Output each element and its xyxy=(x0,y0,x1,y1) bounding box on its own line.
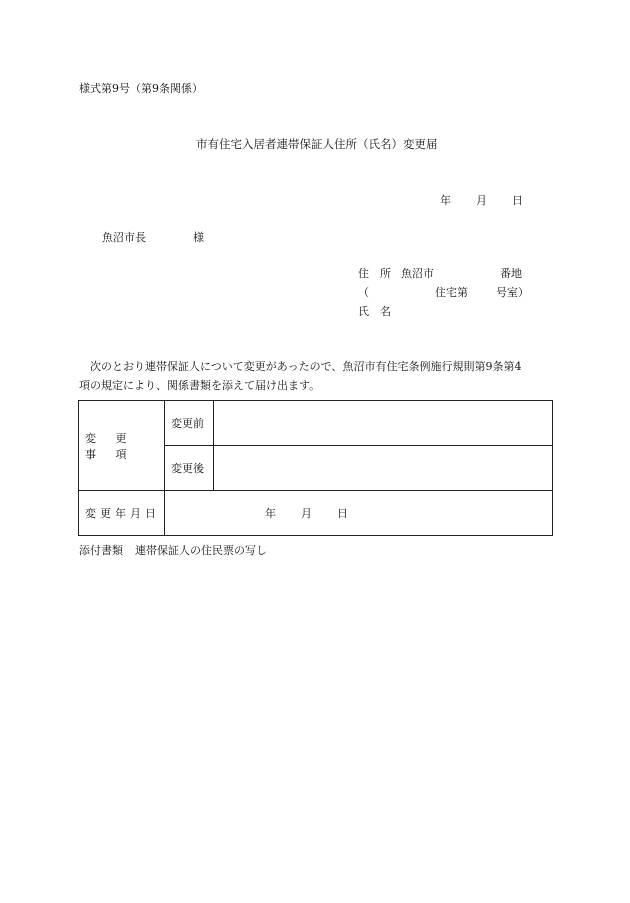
after-value-field[interactable] xyxy=(214,446,553,491)
attachment-text: 連帯保証人の住民票の写し xyxy=(135,544,267,557)
table-row-change-date xyxy=(79,491,553,536)
applicant-name-label: 氏 名 xyxy=(358,305,391,318)
before-label: 変更前 xyxy=(165,401,214,446)
address-banchi: 番地 xyxy=(500,267,522,280)
date-month-label: 月 xyxy=(476,194,487,207)
body-text-line1: 次のとおり連帯保証人について変更があったので、魚沼市有住宅条例施行規則第9条第4 xyxy=(79,360,522,373)
address-city: 魚沼市 xyxy=(401,267,434,280)
change-items-label: 変 更 事 項 xyxy=(79,401,165,491)
submission-date xyxy=(440,194,523,208)
change-date-year: 年 xyxy=(265,507,276,520)
change-date-field[interactable] xyxy=(165,491,553,536)
change-date-day: 日 xyxy=(337,507,348,520)
table-row-before xyxy=(79,401,553,446)
applicant-housing-line xyxy=(358,286,529,300)
change-date-label: 変更年月日 xyxy=(79,491,165,536)
addressee-honorific: 様 xyxy=(193,231,204,244)
applicant-address-line xyxy=(358,267,522,281)
housing-label: 住宅第 xyxy=(435,286,468,299)
paren-open: （ xyxy=(358,286,369,299)
date-day-label: 日 xyxy=(512,194,523,207)
body-text-line2: 項の規定により、関係書類を添えて届け出ます。 xyxy=(79,379,321,392)
address-label: 住 所 xyxy=(358,267,391,280)
change-table xyxy=(78,400,553,536)
after-label: 変更後 xyxy=(165,446,214,491)
form-number: 様式第9号（第9条関係） xyxy=(79,82,203,95)
addressee xyxy=(102,231,204,245)
change-date-value xyxy=(265,505,348,521)
room-label: 号室） xyxy=(496,286,529,299)
addressee-name: 魚沼市長 xyxy=(102,231,146,244)
date-year-label: 年 xyxy=(440,194,451,207)
before-value-field[interactable] xyxy=(214,401,553,446)
change-date-month: 月 xyxy=(301,507,312,520)
attachment-line xyxy=(79,544,267,558)
page-title: 市有住宅入居者連帯保証人住所（氏名）変更届 xyxy=(196,137,438,151)
attachment-label: 添付書類 xyxy=(79,544,123,557)
